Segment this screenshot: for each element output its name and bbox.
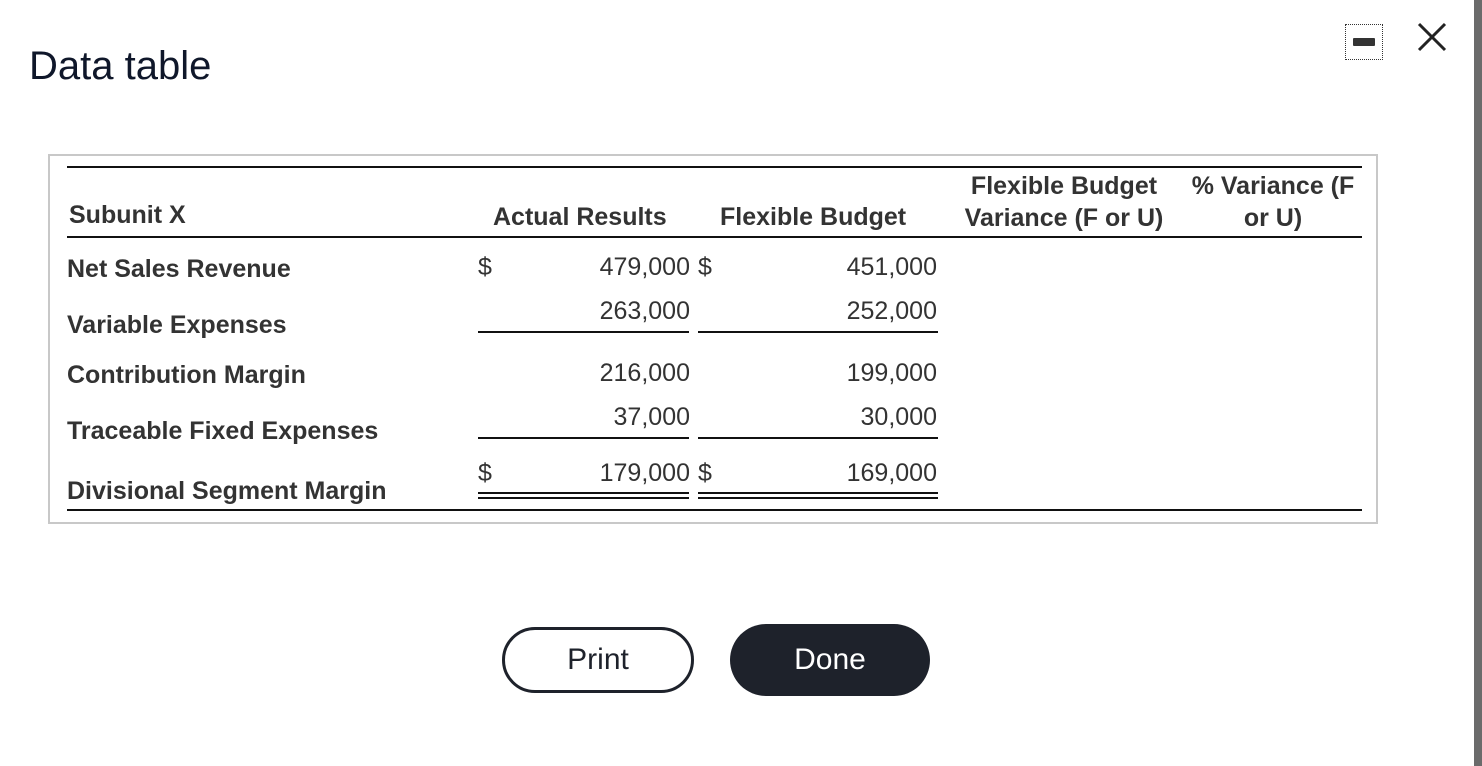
row-label-variable-expenses: Variable Expenses (67, 311, 287, 339)
header-flexible-budget-variance: Flexible Budget Variance (F or U) (964, 172, 1164, 232)
minimize-icon (1353, 38, 1375, 46)
row-label-traceable-fixed-expenses: Traceable Fixed Expenses (67, 417, 379, 445)
subtotal-rule (698, 331, 938, 333)
header-flexible-budget: Flexible Budget (720, 203, 907, 231)
row-label-net-sales-revenue: Net Sales Revenue (67, 255, 291, 283)
table-top-rule (67, 166, 1362, 168)
actual-variable-expenses: 263,000 (599, 297, 690, 325)
flexible-traceable-fixed-expenses: 30,000 (860, 403, 937, 431)
currency-symbol: $ (478, 459, 492, 487)
minimize-button[interactable] (1345, 24, 1383, 60)
dialog-title: Data table (29, 44, 212, 88)
close-icon (1416, 21, 1448, 53)
currency-symbol: $ (478, 253, 492, 281)
header-bottom-rule (67, 236, 1362, 238)
actual-divisional-segment-margin: 179,000 (599, 459, 690, 487)
actual-contribution-margin: 216,000 (599, 359, 690, 387)
header-percent-variance: % Variance (F or U) (1191, 172, 1355, 232)
table-bottom-rule (67, 509, 1362, 511)
actual-net-sales-revenue: 479,000 (599, 253, 690, 281)
currency-symbol: $ (698, 253, 712, 281)
actual-traceable-fixed-expenses: 37,000 (613, 403, 690, 431)
window-edge (1474, 0, 1482, 766)
row-label-contribution-margin: Contribution Margin (67, 361, 306, 389)
row-label-divisional-segment-margin: Divisional Segment Margin (67, 477, 387, 505)
total-double-rule (478, 497, 689, 499)
flexible-net-sales-revenue: 451,000 (846, 253, 937, 281)
flexible-contribution-margin: 199,000 (846, 359, 937, 387)
done-button[interactable]: Done (730, 624, 930, 696)
flexible-divisional-segment-margin: 169,000 (846, 459, 937, 487)
flexible-variable-expenses: 252,000 (846, 297, 937, 325)
subtotal-rule (698, 437, 938, 439)
print-button[interactable]: Print (502, 627, 694, 693)
subtotal-rule (478, 331, 689, 333)
total-double-rule (698, 497, 938, 499)
total-double-rule (698, 492, 938, 494)
subtotal-rule (478, 437, 689, 439)
header-subunit: Subunit X (69, 201, 186, 229)
total-double-rule (478, 492, 689, 494)
close-button[interactable] (1410, 20, 1454, 54)
header-actual-results: Actual Results (493, 203, 667, 231)
currency-symbol: $ (698, 459, 712, 487)
